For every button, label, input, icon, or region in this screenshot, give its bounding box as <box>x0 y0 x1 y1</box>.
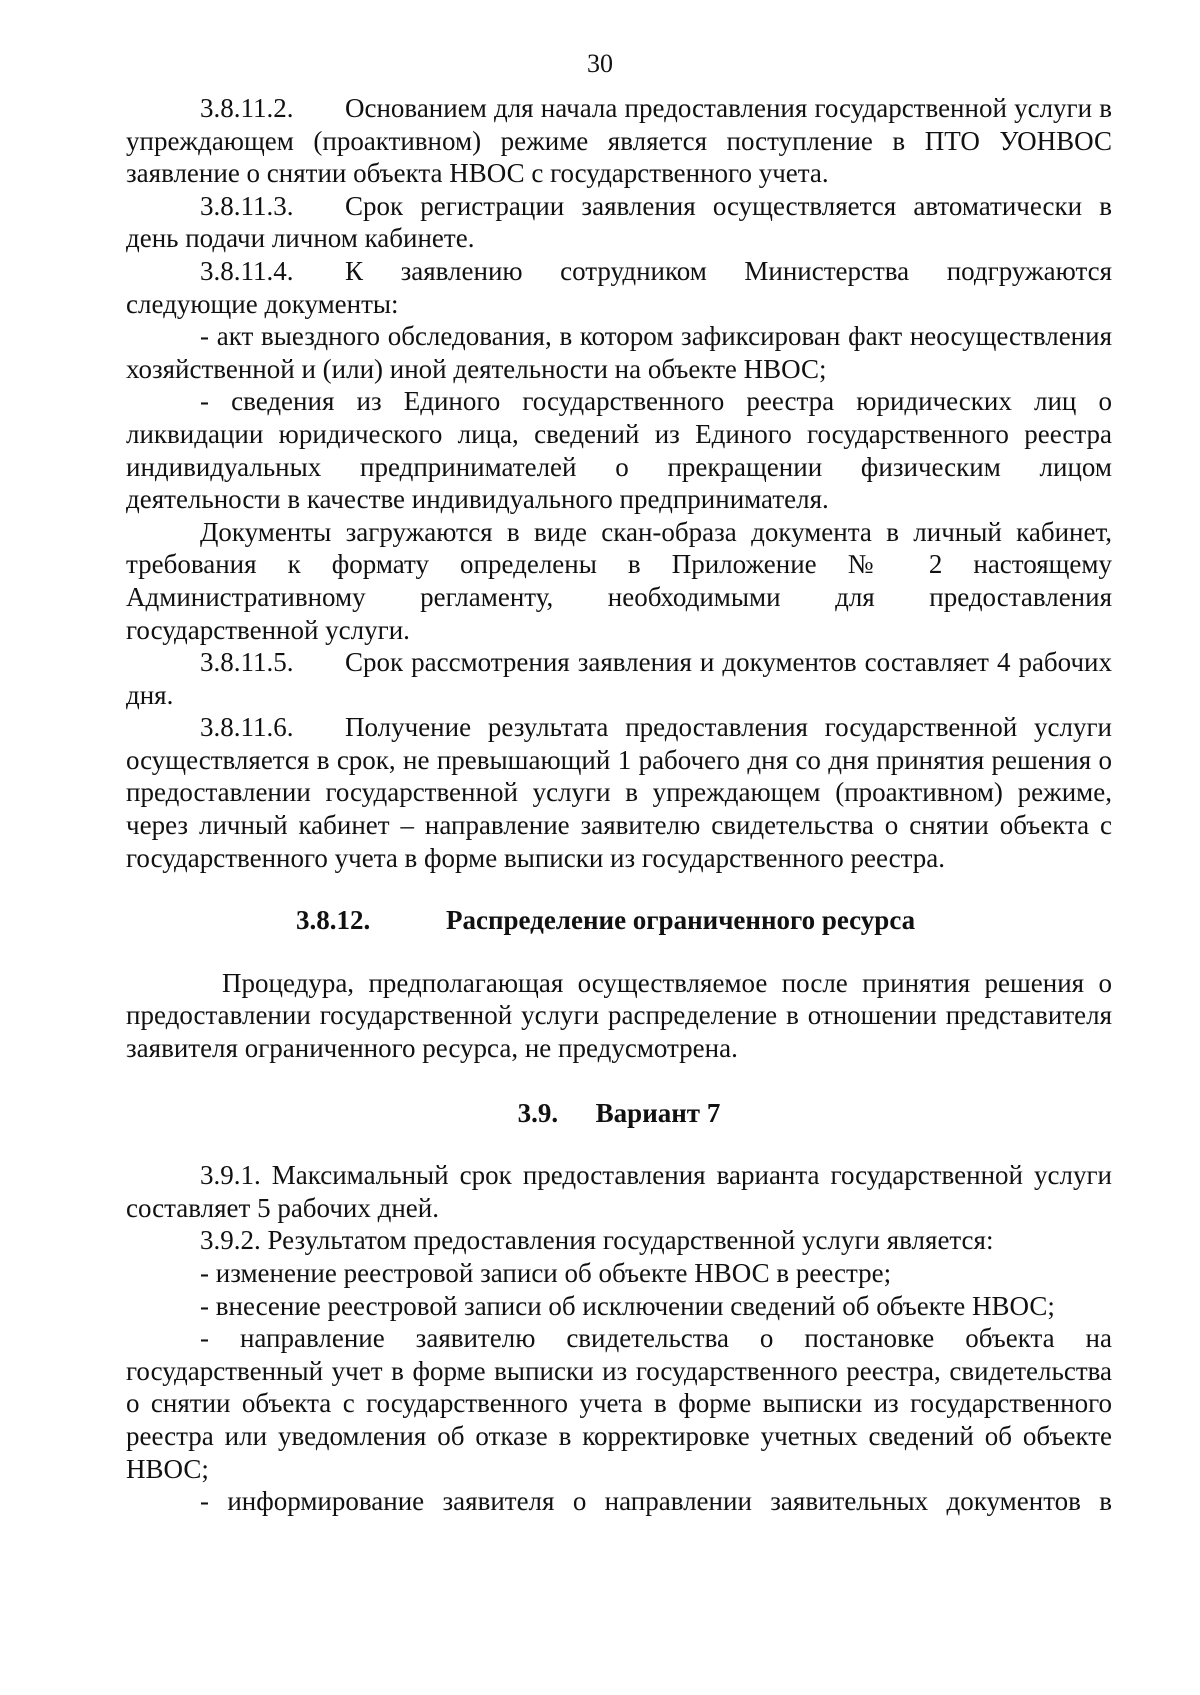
section-heading-3-8-12 <box>126 904 1112 937</box>
list-item-record-exclusion: - внесение реестровой записи об исключении сведений об объекте НВОС; <box>200 1290 1055 1321</box>
paragraph-3-8-11-4 <box>126 255 1112 320</box>
paragraph-text: Основанием для начала предоставления государственной услуги в упреждающем (проактивном) режиме является поступление в ПТО УОНВОС заявление о снятии объекта НВОС с государственного учета. <box>126 93 1112 189</box>
list-item-applicant-informing: - информирование заявителя о направлении заявительных документов в <box>200 1486 1112 1517</box>
section-title: Распределение ограниченного ресурса <box>446 905 916 936</box>
paragraph-3-8-11-3 <box>126 190 1112 255</box>
clause-number: 3.8.11.2. <box>200 93 294 123</box>
list-item-registry-info: - сведения из Единого государственного реестра юридических лиц о ликвидации юридического лица, сведений из Единого государственного реестра индивидуальных предпринимателей о прекращении физическим лицом деятельности в качестве индивидуального предпринимателя. <box>126 386 1112 515</box>
document-body <box>126 92 1112 1518</box>
list-item-record-change: - изменение реестровой записи об объекте НВОС в реестре; <box>200 1258 892 1288</box>
paragraph-3-8-11-2 <box>126 92 1112 190</box>
paragraph-3-8-11-5 <box>126 646 1112 711</box>
paragraph-text: Срок регистрации заявления осуществляется автоматически в день подачи личном кабинете. <box>126 190 1112 254</box>
paragraph-3-9-1: 3.9.1. Максимальный срок предоставления варианта государственной услуги составляет 5 рабочих дней. <box>126 1160 1112 1223</box>
section-title: Вариант 7 <box>595 1097 721 1128</box>
clause-number: 3.8.11.3. <box>200 190 294 221</box>
paragraph-text: Срок рассмотрения заявления и документов составляет 4 рабочих дня. <box>126 647 1112 710</box>
section-heading-3-9 <box>126 1097 1112 1130</box>
clause-number: 3.8.11.5. <box>200 647 294 678</box>
paragraph-text: Получение результата предоставления государственной услуги осуществляется в срок, не превышающий 1 рабочего дня со дня принятия решения о предоставлении государственной услуги в упреждающем (проактивном) режиме, через личный кабинет – направление заявителю свидетельства о снятии объекта с государственного учета в форме выписки из государственного реестра. <box>126 712 1112 873</box>
list-item-certificate-delivery: - направление заявителю свидетельства о постановке объекта на государственный учет в форме выписки из государственного реестра, свидетельства о снятии объекта с государственного учета в форме выписки из государственного реестра или уведомления об отказе в корректировке учетных сведений об объекте НВОС; <box>126 1323 1112 1484</box>
paragraph-3-8-11-6 <box>126 711 1112 874</box>
page-number: 30 <box>587 49 613 78</box>
clause-number: 3.8.11.6. <box>200 712 294 743</box>
clause-number: 3.8.11.4. <box>200 255 294 286</box>
paragraph-documents-upload: Документы загружаются в виде скан-образа документа в личный кабинет, требования к формату определены в Приложение № 2 настоящему Административному регламенту, необходимыми для предоставления государственной услуги. <box>126 516 1112 645</box>
section-number: 3.8.12. <box>296 905 371 936</box>
list-item-inspection-act: - акт выездного обследования, в котором зафиксирован факт неосуществления хозяйственной и (или) иной деятельности на объекте НВОС; <box>126 321 1112 384</box>
paragraph-3-9-2: 3.9.2. Результатом предоставления государственной услуги является: <box>200 1225 994 1256</box>
section-number: 3.9. <box>517 1097 559 1128</box>
paragraph-text: К заявлению сотрудником Министерства подгружаются следующие документы: <box>126 255 1112 319</box>
paragraph-resource-distribution: Процедура, предполагающая осуществляемое после принятия решения о предоставлении государственной услуги распределение в отношении представителя заявителя ограниченного ресурса, не предусмотрена. <box>126 967 1112 1064</box>
